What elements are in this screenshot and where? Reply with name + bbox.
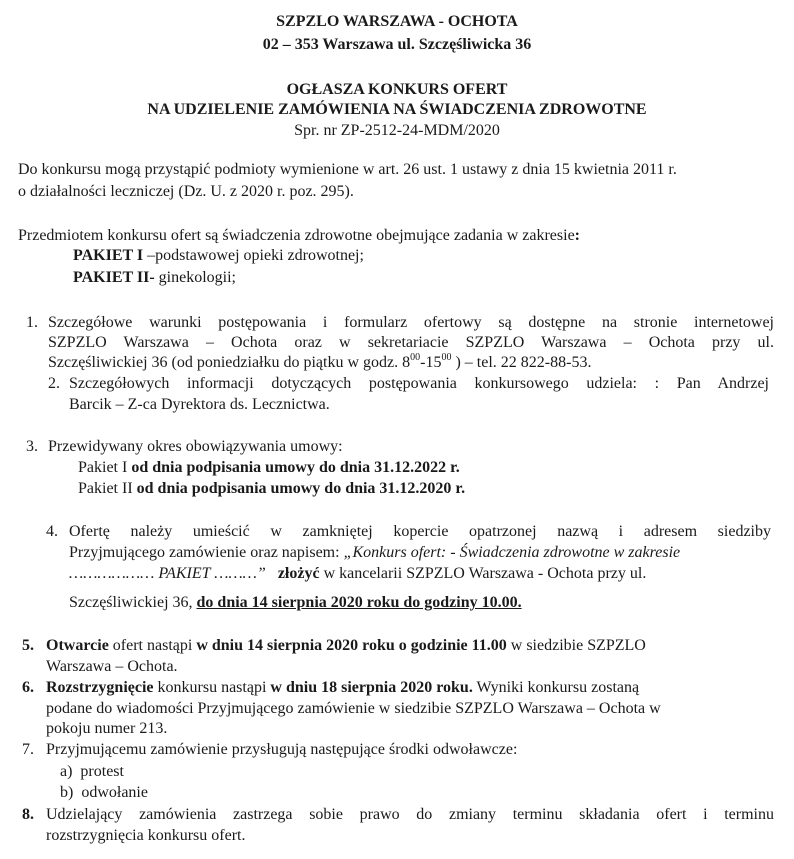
item-4-line-2-text: Przyjmującego zamówienie oraz napisem: (69, 544, 344, 561)
item-1-line-1: Szczegółowe warunki postępowania i formularz ofertowy są dostępne na stronie internetowej (48, 314, 774, 331)
item-1-hours-sup-1: 00 (410, 351, 421, 363)
subject-colon: : (574, 227, 580, 244)
item-5-opening-date: w dniu 14 sierpnia 2020 roku o godzinie 11.00 (196, 637, 507, 654)
item-6-number: 6. (22, 679, 34, 696)
intro-line-1: Do konkursu mogą przystąpić podmioty wymienione w art. 26 ust. 1 ustawy z dnia 15 kwietnia 2011 r. (18, 161, 677, 178)
item-4-line-1: Ofertę należy umieścić w zamkniętej kopercie opatrzonej nazwą i adresem siedziby (69, 523, 771, 540)
item-6-line-1 (46, 678, 639, 698)
item-3-package-1 (78, 458, 460, 478)
intro-line-2: o działalności leczniczej (Dz. U. z 2020 r. poz. 295). (18, 183, 354, 200)
package-1-label: PAKIET I (73, 247, 144, 264)
org-name: SZPZLO WARSZAWA - OCHOTA (276, 13, 518, 30)
item-5-number: 5. (22, 637, 34, 654)
item-1-line-3 (48, 353, 591, 373)
item-1-hours-sup-2: 00 (441, 351, 452, 363)
item-4-line-3-text: w kancelarii SZPZLO Warszawa - Ochota przy ul. (319, 565, 647, 582)
item-8-line-1: Udzielający zamówienia zastrzega sobie prawo do zmiany terminu składania ofert i terminu (46, 806, 774, 823)
item-3-number: 3. (26, 438, 38, 455)
package-1-text: –podstawowej opieki zdrowotnej; (143, 247, 364, 264)
item-4-number: 4. (46, 523, 58, 540)
item-4-line-3 (69, 564, 646, 584)
item-1-phone: ) – tel. 22 822-88-53. (451, 354, 592, 371)
item-7-option-b: b) odwołanie (60, 784, 148, 801)
item-8-line-2: rozstrzygnięcia konkursu ofert. (46, 827, 246, 844)
item-4-envelope-label: „Konkurs ofert: - Świadczenia zdrowotne w zakresie (343, 544, 681, 561)
item-3-package-1-period: od dnia podpisania umowy do dnia 31.12.2022 r. (131, 459, 460, 476)
subject-intro (18, 226, 580, 246)
item-6-line-3: pokoju numer 213. (46, 720, 168, 737)
package-1 (73, 246, 364, 266)
item-6-text-2: Wyniki konkursu zostaną (472, 679, 640, 696)
item-6-resolution-word: Rozstrzygnięcie (46, 679, 154, 696)
announcement-title: OGŁASZA KONKURS OFERT (286, 81, 508, 98)
item-3-package-2-period: od dnia podpisania umowy do dnia 31.12.2020 r. (136, 480, 466, 497)
package-2-label: PAKIET II- (73, 269, 155, 286)
item-3-package-1-label: Pakiet I (78, 459, 132, 476)
item-5-text-1: ofert nastąpi (108, 637, 197, 654)
item-6-text-1: konkursu nastąpi (153, 679, 271, 696)
item-6-line-2: podane do wiadomości Przyjmującego zamówienie w siedzibie SZPZLO Warszawa – Ochota w (46, 700, 661, 717)
item-5-text-2: w siedzibie SZPZLO (506, 637, 646, 654)
package-2 (73, 268, 236, 288)
item-1-hours-text: Szczęśliwickiej 36 (od poniedziałku do piątku w godz. 8 (48, 354, 411, 371)
item-1-number: 1. (26, 314, 38, 331)
item-1-line-2: SZPZLO Warszawa – Ochota oraz w sekretariacie SZPZLO Warszawa – Ochota przy ul. (48, 334, 774, 351)
item-4-line-4 (69, 593, 522, 613)
item-4-address: Szczęśliwickiej 36, (69, 594, 197, 611)
reference-number: Spr. nr ZP-2512-24-MDM/2020 (294, 122, 500, 139)
item-7-line-1: Przyjmującemu zamówienie przysługują następujące środki odwoławcze: (46, 741, 518, 758)
item-7-number: 7. (22, 741, 34, 758)
item-2-number: 2. (48, 375, 60, 392)
subject-intro-text: Przedmiotem konkursu ofert są świadczenia zdrowotne obejmujące zadania w zakresie (18, 227, 575, 244)
item-6-resolution-date: w dniu 18 sierpnia 2020 roku. (270, 679, 473, 696)
item-1-hours-end: -15 (420, 354, 442, 371)
item-4-submit-word: złożyć (277, 565, 320, 582)
item-5-line-1 (46, 636, 646, 656)
item-3-package-2-label: Pakiet II (78, 480, 137, 497)
item-4-package-placeholder: ……………… PAKIET ………” (69, 565, 266, 582)
announcement-subtitle: NA UDZIELENIE ZAMÓWIENIA NA ŚWIADCZENIA ZDROWOTNE (147, 101, 647, 118)
item-3-package-2 (78, 479, 465, 499)
org-address: 02 – 353 Warszawa ul. Szczęśliwicka 36 (262, 36, 532, 53)
item-4-line-2 (69, 543, 680, 563)
item-2-line-1: Szczegółowych informacji dotyczących postępowania konkursowego udziela: : Pan Andrzej (69, 375, 769, 392)
item-3-line-1: Przewidywany okres obowiązywania umowy: (48, 438, 343, 455)
item-7-option-a: a) protest (60, 763, 124, 780)
item-4-deadline: do dnia 14 sierpnia 2020 roku do godziny 10.00. (196, 594, 522, 611)
item-8-number: 8. (22, 806, 34, 823)
package-2-text: ginekologii; (154, 269, 236, 286)
item-5-line-2: Warszawa – Ochota. (46, 658, 178, 675)
item-5-opening-word: Otwarcie (46, 637, 109, 654)
item-2-line-2: Barcik – Z-ca Dyrektora ds. Lecznictwa. (69, 396, 330, 413)
